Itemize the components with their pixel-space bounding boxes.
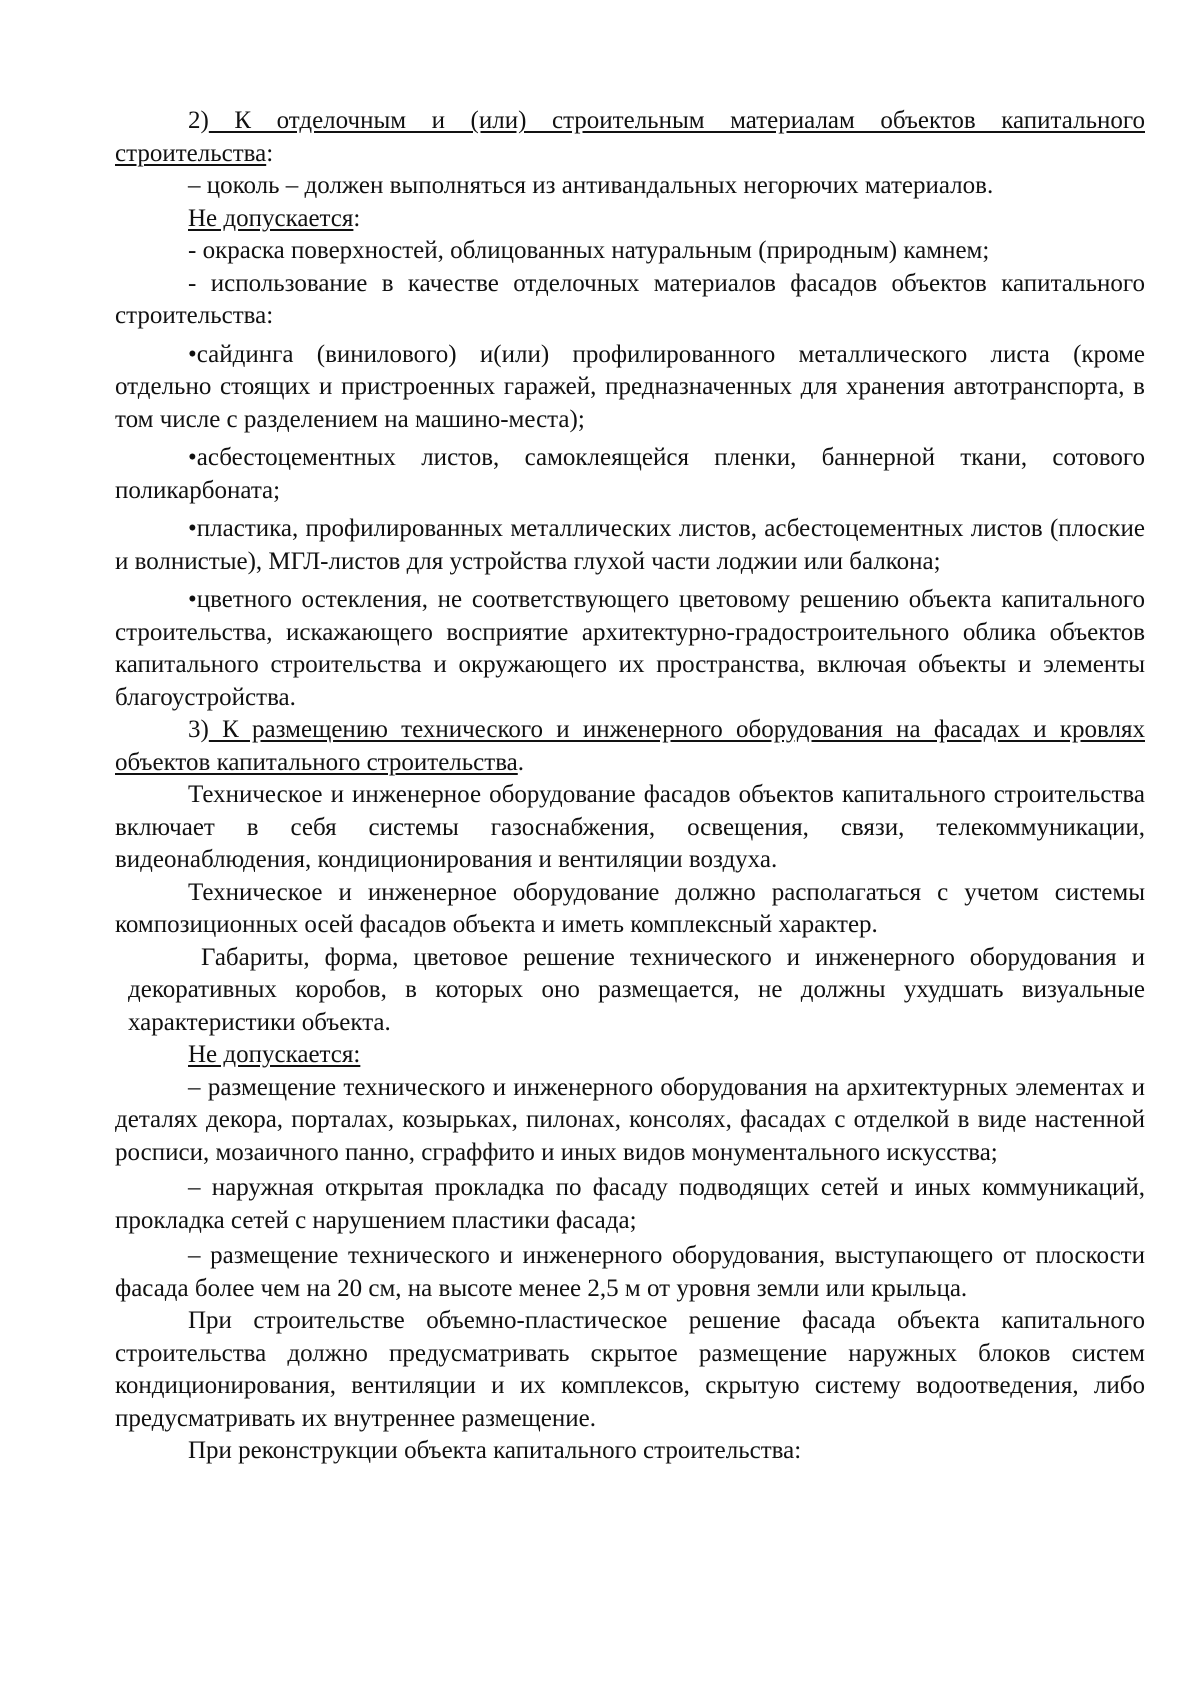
document-page <box>115 105 1145 1468</box>
section-2-number: 2) <box>188 107 209 134</box>
bullet-item: •асбестоцементных листов, самоклеящейся пленки, баннерной ткани, сотового поликарбоната; <box>115 444 1145 504</box>
section-3-heading-text: К размещению технического и инженерного оборудования на фасадах и кровлях объектов капитального строительства <box>115 716 1145 776</box>
section-3-number: 3) <box>188 716 209 743</box>
bullet-icon: • <box>188 515 197 542</box>
not-allowed-item: – наружная открытая прокладка по фасаду подводящих сетей и иных коммуникаций, прокладка сетей с нарушением пластики фасада; <box>115 1174 1145 1234</box>
item-paint: - окраска поверхностей, облицованных натуральным (природным) камнем; <box>188 237 990 264</box>
section-3-not-allowed <box>115 1039 1145 1072</box>
not-allowed-label: Не допускается: <box>188 1041 361 1068</box>
item-materials: - использование в качестве отделочных материалов фасадов объектов капитального строительства: <box>115 269 1145 329</box>
section-2-heading-end: : <box>266 139 274 167</box>
bullet-item: •цветного остекления, не соответствующего цветовому решению объекта капитального строительства, искажающего восприятие архитектурно-градостроительного облика объектов капитального строительства и окружающего их пространства, включая объекты и элементы благоустройства. <box>115 586 1145 711</box>
section-3-paragraph: При строительстве объемно-пластическое решение фасада объекта капитального строительства должно предусматривать скрытое размещение наружных блоков систем кондиционирования, вентиляции и их комплексов, скрытую систему водоотведения, либо предусматривать их внутреннее размещение. <box>115 1307 1145 1432</box>
plinth-requirement: – цоколь – должен выполняться из антивандальных негорючих материалов. <box>188 172 994 199</box>
not-allowed-item: – размещение технического и инженерного оборудования, выступающего от плоскости фасада более чем на 20 см, на высоте менее 2,5 м от уровня земли или крыльца. <box>115 1242 1145 1302</box>
section-2-heading-text: К отделочным и (или) строительным материалам объектов капитального строительства <box>115 107 1145 167</box>
not-allowed-label: Не допускается <box>188 204 354 232</box>
bullet-icon: • <box>188 340 197 368</box>
section-2-not-allowed: Не допускается: <box>188 204 361 232</box>
not-allowed-item: – размещение технического и инженерного оборудования на архитектурных элементах и деталях декора, порталах, козырьках, пилонах, консолях, фасадах с отделкой в виде настенной росписи, мозаичного панно, сграффито и иных видов монументального искусства; <box>115 1073 1145 1166</box>
section-3-paragraph: Техническое и инженерное оборудование фасадов объектов капитального строительства включает в себя системы газоснабжения, освещения, связи, телекоммуникации, видеонаблюдения, кондиционирования и вентиляции воздуха. <box>115 781 1145 873</box>
bullet-item: •пластика, профилированных металлических листов, асбестоцементных листов (плоские и волнистые), МГЛ-листов для устройства глухой части лоджии или балкона; <box>115 515 1145 575</box>
bullet-icon: • <box>188 586 197 613</box>
section-3-paragraph: Техническое и инженерное оборудование должно располагаться с учетом системы композиционных осей фасадов объекта и иметь комплексный характер. <box>115 878 1145 938</box>
section-2-heading <box>115 105 1145 170</box>
section-3-heading: 3) К размещению технического и инженерного оборудования на фасадах и кровлях объектов капитального строительства. <box>115 716 1145 776</box>
section-3-paragraph: Габариты, форма, цветовое решение технического и инженерного оборудования и декоративных коробов, в которых оно размещается, не должны ухудшать визуальные характеристики объекта. <box>128 943 1145 1036</box>
section-3-paragraph: При реконструкции объекта капитального строительства: <box>188 1437 802 1464</box>
bullet-item: •сайдинга (винилового) и(или) профилированного металлического листа (кроме отдельно стоящих и пристроенных гаражей, предназначенных для хранения автотранспорта, в том числе с разделением на машино-места); <box>115 340 1145 433</box>
bullet-icon: • <box>188 444 197 471</box>
